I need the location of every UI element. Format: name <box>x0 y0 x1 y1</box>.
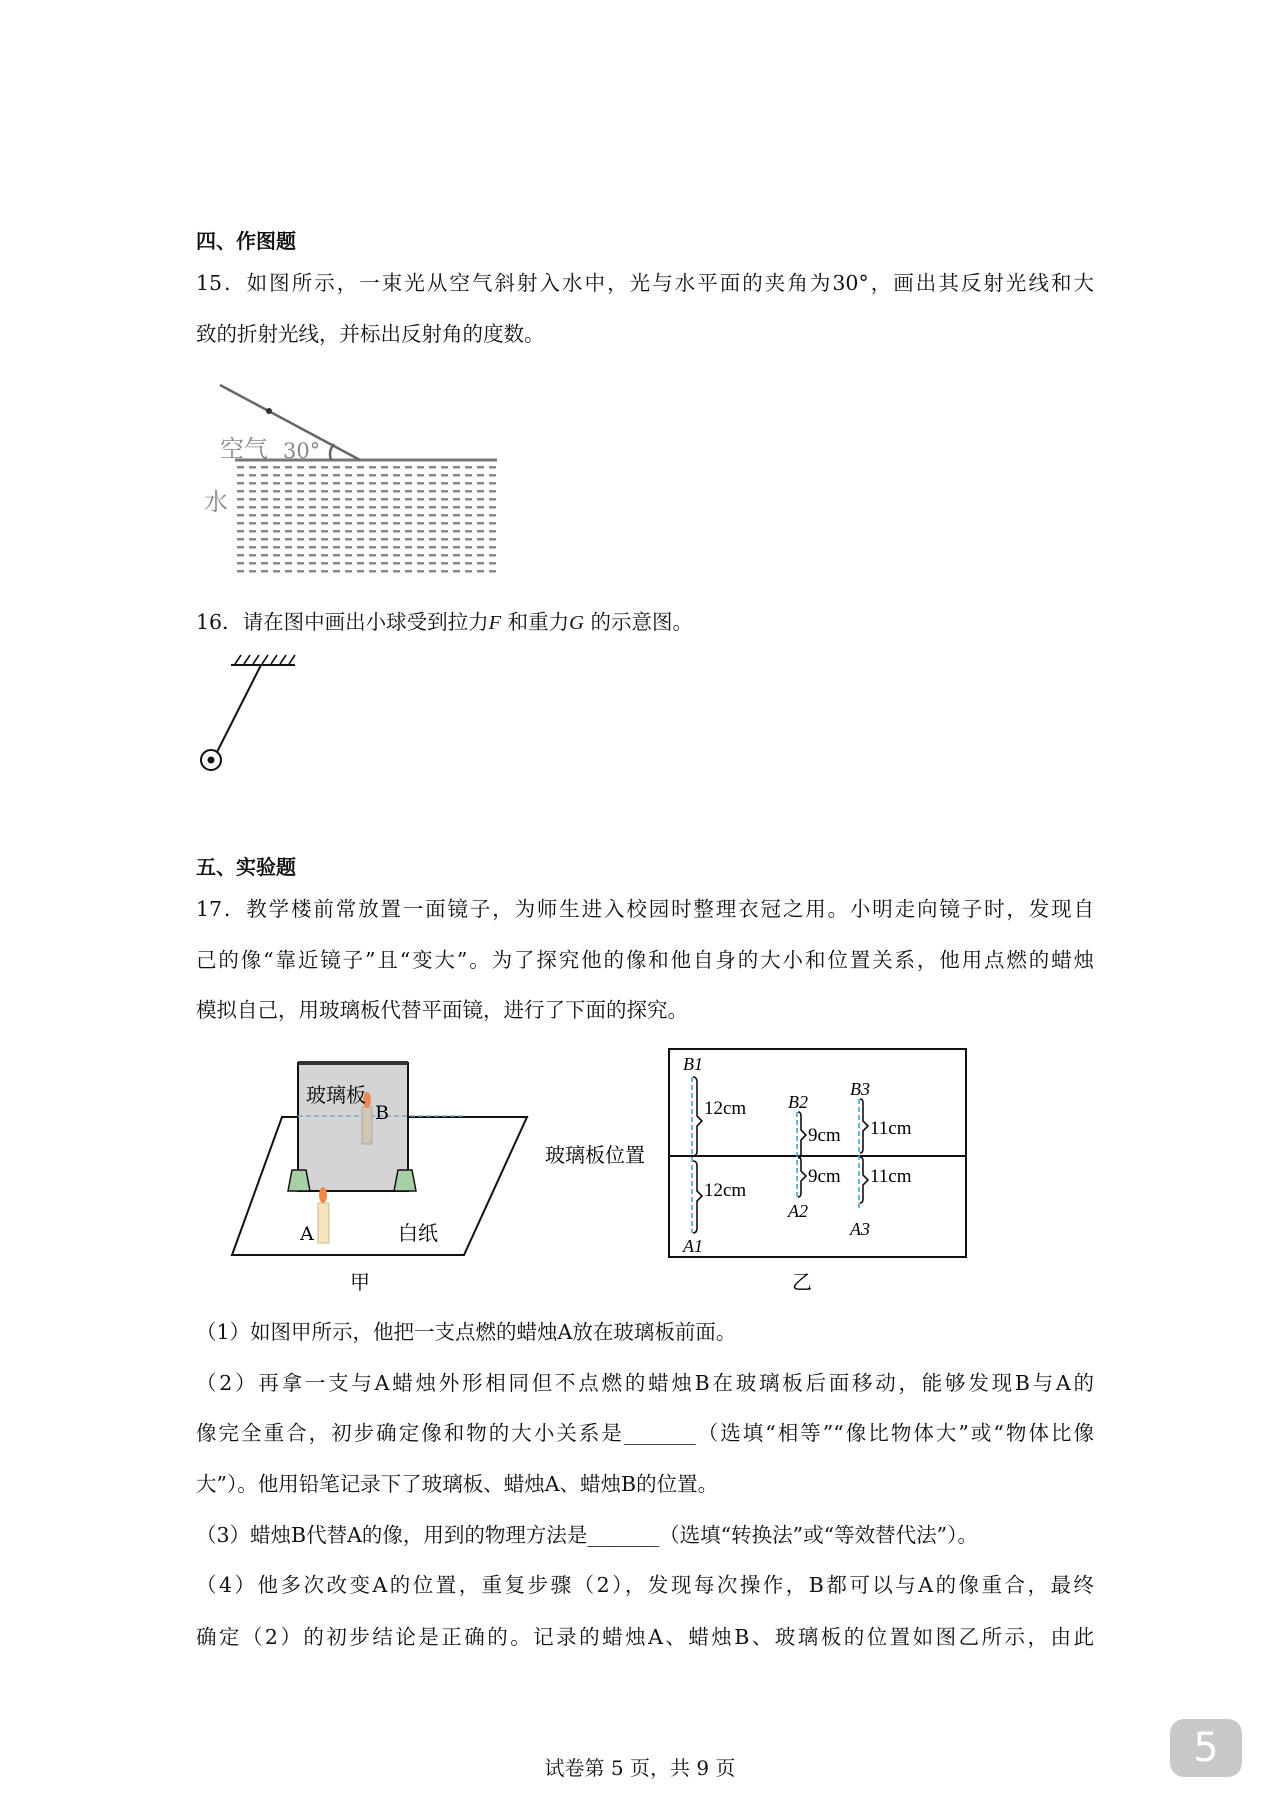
label-a2: A2 <box>788 1201 808 1221</box>
q17-part1: （1）如图甲所示，他把一支点燃的蜡烛A放在玻璃板前面。 <box>196 1320 737 1344</box>
q17-line2: 己的像“靠近镜子”且“变大”。为了探究他的像和他自身的大小和位置关系，他用点燃的蜡烛 <box>196 948 1094 972</box>
label-a3: A3 <box>850 1219 870 1239</box>
q17-line3: 模拟自己，用玻璃板代替平面镜，进行了下面的探究。 <box>196 998 688 1022</box>
distance-b2: 9cm <box>808 1125 841 1146</box>
label-b1: B1 <box>683 1054 703 1074</box>
label-b2: B2 <box>788 1092 808 1112</box>
caption-yi: 乙 <box>792 1270 812 1294</box>
page-number-badge: 5 <box>1170 1719 1242 1777</box>
q15-line1: 15．如图所示，一束光从空气斜射入水中，光与水平面的夹角为30°，画出其反射光线和大 <box>196 271 1094 295</box>
angle-label: 30° <box>283 439 321 463</box>
label-a1: A1 <box>683 1236 703 1256</box>
glass-label: 玻璃板 <box>306 1083 366 1107</box>
distance-a1: 12cm <box>704 1180 747 1201</box>
distance-b3: 11cm <box>870 1118 912 1139</box>
q17-part2-line2: 像完全重合，初步确定像和物的大小关系是_______（选填“相等”“像比物体大”或“物体比像 <box>196 1421 1094 1445</box>
paper-label: 白纸 <box>398 1221 438 1245</box>
label-b3: B3 <box>850 1079 870 1099</box>
q17-part4-line1: （4）他多次改变A的位置，重复步骤（2），发现每次操作，B都可以与A的像重合，最终 <box>196 1573 1094 1597</box>
figure-yi <box>540 1045 980 1295</box>
q16-pendulum-figure <box>195 650 305 775</box>
q16-text: 16．请在图中画出小球受到拉力F 和重力G 的示意图。 <box>196 610 693 634</box>
q17-line1: 17．教学楼前常放置一面镜子，为师生进入校园时整理衣冠之用。小明走向镜子时，发现自 <box>196 897 1094 921</box>
air-label: 空气 <box>220 435 268 463</box>
figure-jia <box>210 1045 540 1295</box>
q17-part2-line1: （2）再拿一支与A蜡烛外形相同但不点燃的蜡烛B在玻璃板后面移动，能够发现B与A的 <box>196 1371 1094 1395</box>
caption-jia: 甲 <box>350 1270 370 1294</box>
q17-part2-line3: 大”）。他用铅笔记录下了玻璃板、蜡烛A、蜡烛B的位置。 <box>196 1472 719 1496</box>
q15-line2: 致的折射光线，并标出反射角的度数。 <box>196 322 545 346</box>
distance-b1: 12cm <box>704 1098 747 1119</box>
candle-b-label: B <box>375 1102 389 1124</box>
glass-position-label: 玻璃板位置 <box>545 1143 645 1167</box>
page-footer: 试卷第 5 页，共 9 页 <box>544 1756 736 1780</box>
water-label: 水 <box>204 488 228 516</box>
section-4-title: 四、作图题 <box>196 229 296 253</box>
section-5-title: 五、实验题 <box>196 855 296 879</box>
q15-refraction-figure <box>200 375 510 585</box>
q17-part4-line2: 确定（2）的初步结论是正确的。记录的蜡烛A、蜡烛B、玻璃板的位置如图乙所示，由此 <box>196 1625 1094 1649</box>
distance-a3: 11cm <box>870 1166 912 1187</box>
distance-a2: 9cm <box>808 1166 841 1187</box>
candle-a-label: A <box>300 1223 314 1245</box>
q17-part3: （3）蜡烛B代替A的像，用到的物理方法是_______（选填“转换法”或“等效替代法”）。 <box>196 1523 978 1547</box>
